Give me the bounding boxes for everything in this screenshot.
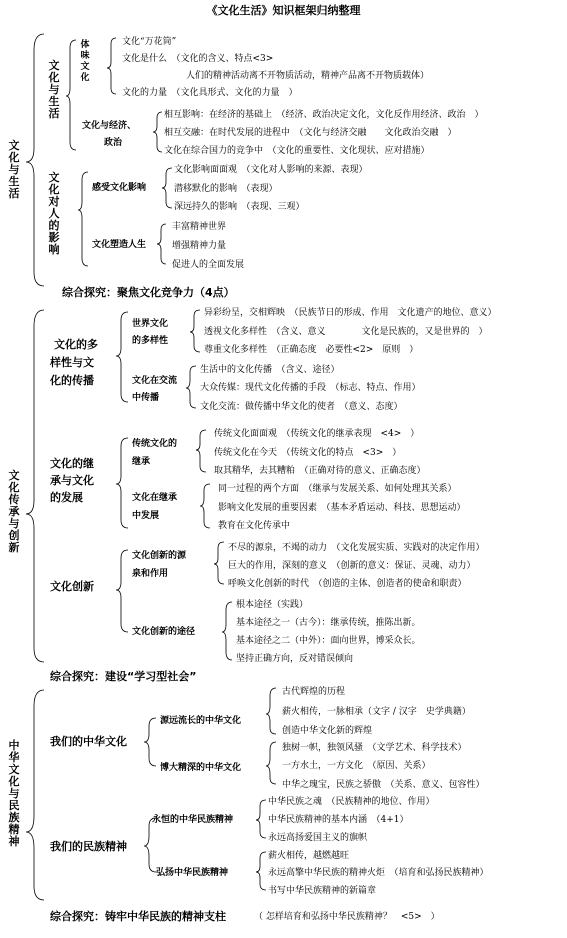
unit3-c1-title: 我们的中华文化 bbox=[50, 735, 127, 748]
unit1-summary: 综合探究：聚焦文化竞争力（4点） bbox=[62, 286, 235, 299]
unit2-c1-title3: 化的传播 bbox=[50, 374, 94, 387]
unit3-c2-s2-item1: 薪火相传，越燃越旺 bbox=[268, 851, 350, 861]
unit1-c1-s2-item2: 相互交融：在时代发展的进程中 （文化与经济交融 文化政治交融 ） bbox=[164, 128, 457, 138]
unit2-c1-s1-item2: 透视文化多样性 （含义、意义 文化是民族的，又是世界的 ） bbox=[204, 327, 488, 337]
unit2-c2-title1: 文化的继 bbox=[50, 457, 94, 470]
unit1-c1-s1-item2: 文化是什么 （文化的含义、特点<3> bbox=[122, 54, 274, 64]
unit2-c2-s2-item3: 教育在文化传承中 bbox=[218, 521, 291, 531]
unit2-c2-s1-title2: 继承 bbox=[132, 457, 151, 467]
unit3-c1-s2-title: 博大精深的中华文化 bbox=[160, 763, 242, 773]
unit3-c2-title: 我们的民族精神 bbox=[50, 840, 127, 853]
unit2-c2-s2-item2: 影响文化发展的重要因素 （基本矛盾运动、科技、思想运动） bbox=[218, 503, 466, 513]
unit1-c1-s1-item1: 文化“万花筒” bbox=[122, 37, 177, 47]
unit1-c1-s2-item1: 相互影响：在经济的基础上 （经济、政治决定文化，文化反作用经济、政治 ） bbox=[164, 110, 484, 120]
unit1-c2-s1-title: 感受文化影响 bbox=[92, 183, 147, 193]
unit2-c2-title2: 承与文化 bbox=[50, 474, 94, 487]
unit1-c2-s1-item3: 深远持久的影响 （表现、三观） bbox=[174, 202, 305, 212]
unit2-c3-s2-item3: 基本途径之二（中外）：面向世界，博采众长。 bbox=[236, 636, 421, 646]
unit2-c1-s2-title2: 中传播 bbox=[132, 393, 160, 403]
unit2-c3-s2-item4: 坚持正确方向，反对错误倾向 bbox=[236, 654, 354, 664]
unit2-c3-s2-item2: 基本途径之一（古今）：继承传统，推陈出新。 bbox=[236, 618, 421, 628]
unit2-c2-s2-title2: 中发展 bbox=[132, 511, 160, 521]
unit3-c2-s1-item2: 中华民族精神的基本内涵 （4+1） bbox=[268, 815, 409, 825]
unit2-c1-title2: 样性与文 bbox=[50, 356, 94, 369]
unit1-c1-s1-title: 体味文化 bbox=[80, 40, 90, 83]
unit2-c2-s1-item1: 传统文化面面观 （传统文化的继承表现 <4> ） bbox=[214, 429, 420, 439]
unit2-c1-title1: 文化的多 bbox=[54, 338, 98, 351]
unit1-c1-s2-title1: 文化与经济、 bbox=[82, 121, 137, 131]
unit2-c1-s1-title2: 的多样性 bbox=[132, 336, 169, 346]
unit1-c1-s2-title2: 政治 bbox=[104, 138, 123, 148]
unit3-c1-s1-item2: 薪火相传，一脉相承（文字 / 汉字 史学典籍） bbox=[282, 707, 471, 717]
unit2-c2-s1-title1: 传统文化的 bbox=[132, 439, 178, 449]
unit1-c2-s2-item1: 丰富精神世界 bbox=[172, 222, 227, 232]
unit1-c2-s2-item2: 增强精神力量 bbox=[172, 241, 227, 251]
unit2-summary: 综合探究：建设“学习型社会” bbox=[50, 670, 197, 683]
unit2-c1-s2-item3: 文化交流：做传播中华文化的使者 （意义、态度） bbox=[200, 402, 403, 412]
unit2-c3-s2-item1: 根本途径（实践） bbox=[236, 600, 309, 610]
unit2-c1-s2-title1: 文化在交流 bbox=[132, 376, 178, 386]
unit2-c2-s1-item3: 取其精华，去其糟粕 （正确对待的意义、正确态度） bbox=[214, 466, 426, 476]
unit2-c1-s1-title1: 世界文化 bbox=[132, 319, 169, 329]
unit3-c2-s2-item3: 书写中华民族精神的新篇章 bbox=[268, 886, 377, 896]
unit3-c2-s1-item3: 永远高扬爱国主义的旗帜 bbox=[268, 833, 368, 843]
unit3-c2-s1-item1: 中华民族之魂 （民族精神的地位、作用） bbox=[268, 797, 435, 807]
unit2-c3-s2-title: 文化创新的途径 bbox=[132, 627, 196, 637]
unit2-c1-s1-item1: 异彩纷呈，交相辉映 （民族节日的形成、作用 文化遗产的地位、意义） bbox=[204, 308, 497, 318]
unit1-c2-s2-title: 文化塑造人生 bbox=[92, 240, 147, 250]
unit3-c1-s2-item1: 独树一帜，独领风骚 （文学艺术、科学技术） bbox=[282, 743, 467, 753]
unit2-c1-s2-item2: 大众传媒：现代文化传播的手段 （标志、特点、作用） bbox=[200, 383, 421, 393]
unit2-c2-s1-item2: 传统文化在今天 （传统文化的特点 <3> ） bbox=[214, 448, 402, 458]
unit2-c3-title: 文化创新 bbox=[50, 580, 94, 593]
unit3-c1-s1-item1: 古代辉煌的历程 bbox=[282, 687, 346, 697]
unit1-c2-title: 文化对人的影响 bbox=[48, 171, 60, 256]
unit3-c2-s1-title: 永恒的中华民族精神 bbox=[152, 815, 234, 825]
unit2-c1-s2-item1: 生活中的文化传播 （含义、途径） bbox=[200, 365, 340, 375]
unit3-c1-s2-item3: 中华之瑰宝，民族之骄傲 （关系、意义、包容性） bbox=[282, 780, 485, 790]
unit2-c3-s1-item1: 不尽的源泉，不竭的动力 （文化发展实质、实践对的决定作用） bbox=[228, 543, 485, 553]
unit2-c3-s1-title1: 文化创新的源 bbox=[132, 551, 187, 561]
unit1-c1-s1-item3: 文化的力量 （文化具形式、文化的力量 ） bbox=[122, 88, 298, 98]
unit1-c1-s2-item3: 文化在综合国力的竞争中 （文化的重要性、文化现状、应对措施） bbox=[164, 146, 430, 156]
unit3-c1-s2-item2: 一方水土，一方文化 （原因、关系） bbox=[282, 761, 431, 771]
unit1-c1-s1-item2b: 人们的精神活动离不开物质活动，精神产品离不开物质载体） bbox=[186, 71, 430, 81]
page-title: 《文化生活》知识框架归纳整理 bbox=[206, 4, 361, 17]
unit2-c2-s2-title1: 文化在继承 bbox=[132, 493, 178, 503]
unit3-title: 中华文化与民族精神 bbox=[8, 739, 20, 848]
unit1-c1-title: 文化与生活 bbox=[48, 59, 60, 120]
unit3-c1-s1-title: 源远流长的中华文化 bbox=[160, 716, 242, 726]
unit2-c3-s1-item2: 巨大的作用，深刻的意义 （创新的意义：保证、灵魂、动力） bbox=[228, 561, 476, 571]
unit3-summary-note: （ 怎样培育和弘扬中华民族精神？ <5> ） bbox=[254, 912, 440, 922]
unit2-c2-title3: 的发展 bbox=[50, 491, 83, 504]
unit1-c2-s2-item3: 促进人的全面发展 bbox=[172, 260, 245, 270]
unit1-c2-s1-item1: 文化影响面面观 （文化对人影响的来源、表现） bbox=[174, 165, 368, 175]
unit2-c3-s1-title2: 泉和作用 bbox=[132, 569, 169, 579]
unit2-c3-s1-item3: 呼唤文化创新的时代 （创造的主体、创造者的使命和职责） bbox=[228, 579, 467, 589]
unit2-c1-s1-item3: 尊重文化多样性 （正确态度 必要性<2> 原则 ） bbox=[204, 345, 419, 355]
unit1-c2-s1-item2: 潜移默化的影响 （表现） bbox=[174, 184, 278, 194]
unit3-c2-s2-title: 弘扬中华民族精神 bbox=[156, 868, 229, 878]
unit3-c1-s1-item3: 创造中华文化新的辉煌 bbox=[282, 726, 373, 736]
unit3-c2-s2-item2: 永远高擎中华民族的精神火炬 （培育和弘扬民族精神） bbox=[268, 868, 489, 878]
unit2-c2-s2-item1: 同一过程的两个方面 （继承与发展关系、如何处理其关系） bbox=[218, 484, 457, 494]
unit1-title: 文化与生活 bbox=[8, 139, 20, 200]
unit2-title: 文化传承与创新 bbox=[8, 469, 20, 554]
unit3-summary: 综合探究：铸牢中华民族的精神支柱 bbox=[50, 910, 226, 923]
